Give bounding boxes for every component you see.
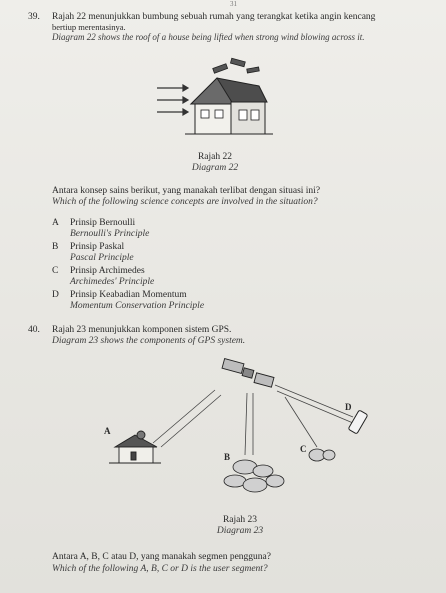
- label-c: C: [300, 444, 307, 454]
- q39-option-c-malay: Prinsip Archimedes: [70, 266, 145, 276]
- q40-question-malay: Antara A, B, C atau D, yang manakah segmen pengguna?: [52, 552, 271, 562]
- label-a: A: [104, 426, 111, 436]
- diagram-23-label-english: Diagram 23: [216, 526, 264, 536]
- q39-option-d-letter: D: [52, 290, 59, 300]
- antenna-c-icon: [309, 449, 335, 461]
- label-d: D: [345, 402, 352, 412]
- diagram-23-label-malay: Rajah 23: [222, 515, 258, 525]
- q39-stem-english: Diagram 22 shows the roof of a house being lifted when strong wind blowing across it.: [52, 32, 365, 42]
- q39-option-a-malay: Prinsip Bernoulli: [70, 218, 136, 228]
- q39-question-malay: Antara konsep sains berikut, yang manakah terlibat dengan situasi ini?: [52, 186, 321, 196]
- q39-option-d-malay: Prinsip Keabadian Momentum: [70, 290, 187, 300]
- q40-question-english: Which of the following A, B, C or D is the user segment?: [52, 564, 268, 574]
- satellite-icon: [222, 359, 274, 388]
- q39-option-b-english: Pascal Principle: [70, 253, 134, 263]
- q40-stem-english: Diagram 23 shows the components of GPS system.: [52, 336, 246, 346]
- ground-antenna-icon: [224, 460, 284, 492]
- house-roof-diagram: [155, 58, 275, 148]
- q39-option-c-english: Archimedes' Principle: [70, 277, 155, 287]
- label-b: B: [224, 452, 231, 462]
- q40-stem-malay: Rajah 23 menunjukkan komponen sistem GPS.: [52, 325, 232, 335]
- q39-option-a-english: Bernoulli's Principle: [70, 229, 150, 239]
- q39-stem-malay-line1: Rajah 22 menunjukkan bumbung sebuah rumah yang terangkat ketika angin kencang: [52, 12, 376, 22]
- q39-option-b-malay: Prinsip Paskal: [70, 242, 125, 252]
- diagram-22-label-malay: Rajah 22: [197, 152, 233, 162]
- q39-option-d-english: Momentum Conservation Principle: [70, 301, 205, 311]
- q40-number: 40.: [28, 325, 40, 335]
- q39-option-b-letter: B: [52, 242, 59, 252]
- gps-components-diagram: [95, 355, 385, 505]
- q39-number: 39.: [28, 12, 40, 22]
- q39-question-english: Which of the following science concepts are involved in the situation?: [52, 197, 318, 207]
- q39-option-c-letter: C: [52, 266, 59, 276]
- q39-option-a-letter: A: [52, 218, 59, 228]
- q39-stem-malay-line2: bertiup merentasinya.: [52, 22, 126, 32]
- house-icon: [109, 431, 161, 463]
- page-header-mark: 31: [230, 0, 237, 8]
- diagram-22-label-english: Diagram 22: [191, 163, 239, 173]
